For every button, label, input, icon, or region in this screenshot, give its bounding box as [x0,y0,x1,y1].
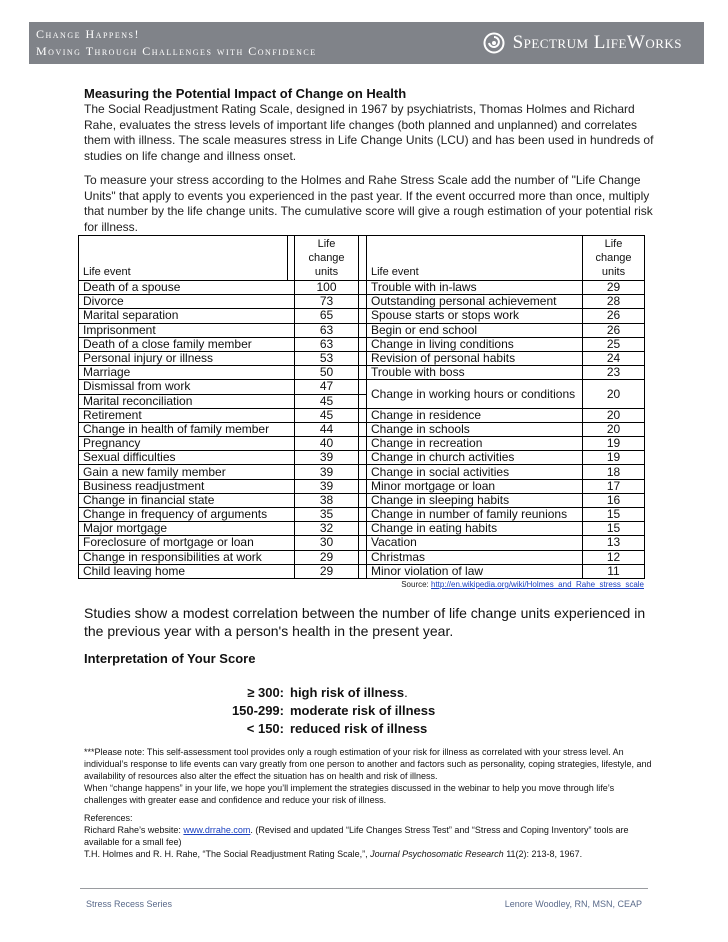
col-header-event-right: Life event [367,236,583,281]
life-event-cell: Change in social activities [367,465,583,479]
life-units-cell: 26 [583,323,645,337]
table-row [79,465,645,479]
life-units-cell: 12 [583,550,645,564]
life-units-cell: 24 [583,351,645,365]
life-units-cell: 65 [295,309,359,323]
life-units-cell: 40 [295,437,359,451]
table-row [79,564,645,578]
table-row [79,309,645,323]
life-event-cell: Retirement [79,408,295,422]
score-risk: high risk of illness [290,685,405,700]
life-units-cell: 32 [295,522,359,536]
instructions-paragraph: To measure your stress according to the Holmes and Rahe Stress Scale add the number of "Life Change Units" that apply to events you experienced in the past year. If the event occurred more than once, multiply that number by the life change units. The cumulative score will give a rough estimation of your potential risk for illness. [84,173,653,234]
life-event-cell: Change in schools [367,422,583,436]
intro-paragraph: The Social Readjustment Rating Scale, designed in 1967 by psychiatrists, Thomas Holmes and Richard Rahe, evaluates the stress levels of important life changes (both planned and unplanned) and correlates them with illness. The scale measures stress in Life Change Units (LCU) and has been used in hundreds of studies on life change and illness onset. [84,102,654,163]
life-event-cell: Marriage [79,366,295,380]
life-event-cell: Vacation [367,536,583,550]
col-header-units-left: Life change units [295,236,359,281]
life-event-cell: Minor violation of law [367,564,583,578]
references-section [84,812,654,860]
source-label: Source: [401,580,431,589]
brand-name: Spectrum LifeWorks [512,32,682,53]
reference-holmes [84,848,654,860]
score-row [200,702,500,720]
life-units-cell: 19 [583,451,645,465]
life-units-cell: 25 [583,337,645,351]
reference-holmes-suffix: 11(2): 213-8, 1967. [503,849,583,859]
interpretation-title: Interpretation of Your Score [84,651,256,666]
score-range: < 150: [246,721,284,736]
life-units-cell: 16 [583,493,645,507]
life-units-cell: 20 [583,380,645,408]
life-units-cell: 63 [295,337,359,351]
table-row [79,437,645,451]
table-header-row [79,236,645,281]
col-header-event-left: Life event [79,236,288,281]
table-row [79,522,645,536]
header-banner [29,22,704,64]
references-title: References: [84,813,133,823]
life-event-cell: Change in recreation [367,437,583,451]
life-event-cell: Change in number of family reunions [367,508,583,522]
life-units-cell: 39 [295,451,359,465]
life-event-cell: Marital reconciliation [79,394,295,408]
col-header-units-right: Life change units [583,236,645,281]
life-event-cell: Change in church activities [367,451,583,465]
life-units-cell: 100 [295,281,359,295]
table-row [79,451,645,465]
intro-section [84,86,654,244]
life-event-cell: Business readjustment [79,479,295,493]
reference-holmes-journal: Journal Psychosomatic Research [370,849,504,859]
life-units-cell: 35 [295,508,359,522]
life-units-cell: 23 [583,366,645,380]
source-citation [401,580,644,589]
footer-divider [80,888,648,889]
life-units-cell: 20 [583,408,645,422]
score-interpretation [200,684,500,738]
life-event-cell: Change in sleeping habits [367,493,583,507]
webinar-note: When “change happens” in your life, we hope you’ll implement the strategies discussed in the webinar to help you move through life’s challenges with greater ease and confidence and reduce your risk of illness. [84,783,615,805]
reference-rahe-prefix: Richard Rahe’s website: [84,825,184,835]
life-event-cell: Outstanding personal achievement [367,295,583,309]
score-row [200,684,500,702]
life-units-cell: 17 [583,479,645,493]
life-units-cell: 18 [583,465,645,479]
life-units-cell: 28 [583,295,645,309]
reference-holmes-prefix: T.H. Holmes and R. H. Rahe, “The Social Readjustment Rating Scale,”, [84,849,371,859]
table-row [79,550,645,564]
spiral-logo-icon [483,32,505,54]
life-event-cell: Imprisonment [79,323,295,337]
life-event-cell: Change in financial state [79,493,295,507]
life-event-cell: Foreclosure of mortgage or loan [79,536,295,550]
table-row [79,323,645,337]
life-event-cell: Revision of personal habits [367,351,583,365]
life-event-cell: Major mortgage [79,522,295,536]
life-units-cell: 13 [583,536,645,550]
banner-subtagline: Moving Through Challenges with Confidence [36,44,317,58]
rahe-website-link[interactable]: www.drrahe.com [183,825,251,835]
table-row [79,508,645,522]
life-units-cell: 45 [295,408,359,422]
life-units-cell: 39 [295,465,359,479]
disclaimer-text: ***Please note: This self-assessment tool provides only a rough estimation of your risk for illness as correlated with your stress level. An individual’s response to life events can vary greatly from one person to another and factors such as personality, coping strategies, lifestyle, and availability of resources also alter the effect the situation has on health and risk of illness. [84,747,652,781]
table-row [79,422,645,436]
life-event-cell: Sexual difficulties [79,451,295,465]
life-event-cell: Death of a close family member [79,337,295,351]
life-units-cell: 50 [295,366,359,380]
table-row [79,337,645,351]
life-event-cell: Change in living conditions [367,337,583,351]
life-event-cell: Trouble with in-laws [367,281,583,295]
life-event-cell: Change in eating habits [367,522,583,536]
score-suffix: . [404,685,408,700]
study-paragraph: Studies show a modest correlation between the number of life change units experienced in the previous year with a person's health in the present year. [84,605,646,639]
source-link[interactable]: http://en.wikipedia.org/wiki/Holmes_and_Rahe_stress_scale [431,580,644,589]
life-event-cell: Minor mortgage or loan [367,479,583,493]
life-units-cell: 20 [583,422,645,436]
life-event-cell: Spouse starts or stops work [367,309,583,323]
table-row [79,408,645,422]
life-units-cell: 44 [295,422,359,436]
reference-rahe [84,824,654,848]
life-event-cell: Change in responsibilities at work [79,550,295,564]
life-change-table [78,235,645,579]
life-units-cell: 15 [583,508,645,522]
life-units-cell: 73 [295,295,359,309]
life-event-cell: Dismissal from work [79,380,295,394]
footer-author: Lenore Woodley, RN, MSN, CEAP [504,899,642,909]
life-event-cell: Change in health of family member [79,422,295,436]
life-event-cell: Change in frequency of arguments [79,508,295,522]
life-event-cell: Gain a new family member [79,465,295,479]
score-range: ≥ 300: [247,685,284,700]
life-units-cell: 30 [295,536,359,550]
life-units-cell: 53 [295,351,359,365]
life-event-cell: Divorce [79,295,295,309]
table-row [79,351,645,365]
table-row [79,281,645,295]
table-row [79,536,645,550]
life-units-cell: 26 [583,309,645,323]
disclaimer-note [84,746,654,806]
footer-series: Stress Recess Series [86,899,173,909]
banner-tagline: Change Happens! [36,27,140,41]
life-event-cell: Begin or end school [367,323,583,337]
life-units-cell: 15 [583,522,645,536]
life-event-cell: Child leaving home [79,564,295,578]
life-units-cell: 11 [583,564,645,578]
life-event-cell: Death of a spouse [79,281,295,295]
life-units-cell: 29 [295,564,359,578]
table-row [79,479,645,493]
life-event-cell: Marital separation [79,309,295,323]
life-units-cell: 63 [295,323,359,337]
table-row [79,366,645,380]
score-risk: reduced risk of illness [290,721,428,736]
score-row [200,720,500,738]
page-title: Measuring the Potential Impact of Change on Health [84,86,407,101]
life-event-cell: Change in residence [367,408,583,422]
life-units-cell: 45 [295,394,359,408]
score-range: 150-299: [231,703,284,718]
score-risk: moderate risk of illness [290,703,436,718]
life-units-cell: 47 [295,380,359,394]
life-units-cell: 29 [295,550,359,564]
brand-logo [483,32,682,54]
life-event-cell: Christmas [367,550,583,564]
table-row [79,493,645,507]
life-event-cell: Personal injury or illness [79,351,295,365]
reference-rahe-suffix: . (Revised and updated “Life Changes Stress Test” and “Stress and Coping Inventory” tools are available for a small fee) [84,825,629,847]
life-units-cell: 39 [295,479,359,493]
life-units-cell: 19 [583,437,645,451]
table-row [79,295,645,309]
life-units-cell: 29 [583,281,645,295]
life-units-cell: 38 [295,493,359,507]
table-row [79,380,645,394]
life-event-cell: Trouble with boss [367,366,583,380]
life-event-cell: Change in working hours or conditions [367,380,583,408]
life-event-cell: Pregnancy [79,437,295,451]
